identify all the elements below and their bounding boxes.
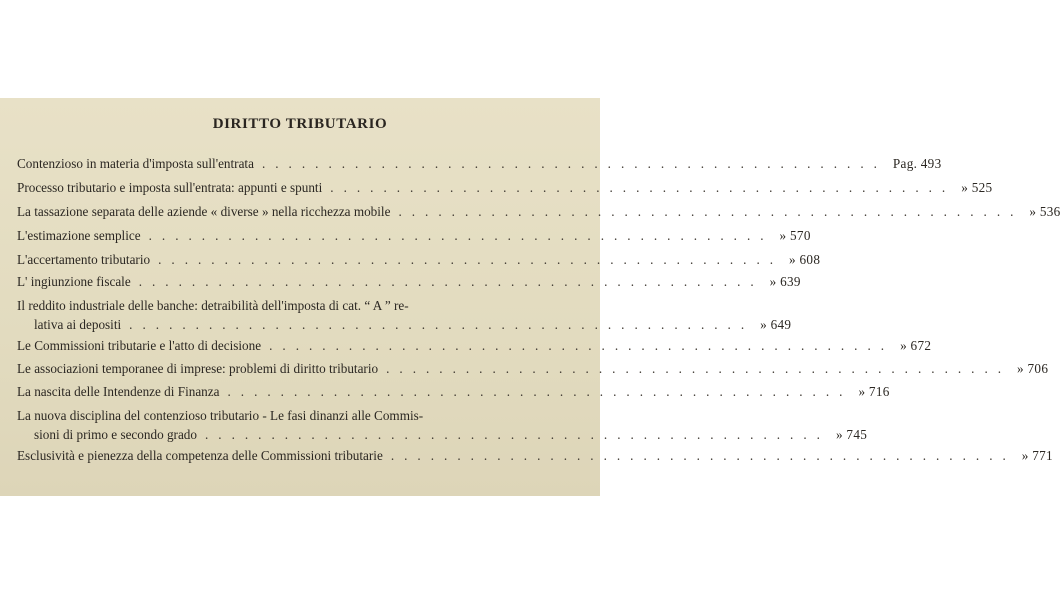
dot-leader: ............................................... (390, 448, 1016, 463)
book-page (0, 98, 1061, 496)
toc-page-number: » 706 (1017, 361, 1049, 376)
toc-entry-title: Le Commissioni tributarie e l'atto di decisione (17, 338, 262, 353)
toc-entry (17, 382, 890, 401)
toc-page-number: » 771 (1021, 448, 1053, 463)
toc-entry-title: L'estimazione semplice (17, 228, 141, 243)
dot-leader: ............................................... (227, 384, 853, 399)
toc-page-number: » 608 (789, 252, 821, 267)
dot-leader: ............................................... (398, 204, 1024, 219)
toc-entry (17, 446, 1053, 465)
toc-entry-title: L'accertamento tributario (17, 252, 151, 267)
toc-entry (17, 336, 932, 355)
section-title: DIRITTO TRIBUTARIO (212, 116, 388, 132)
toc-page-number: » 672 (900, 338, 932, 353)
toc-entry-title: Le associazioni temporanee di imprese: problemi di diritto tributario (17, 361, 379, 376)
toc-page-number: Pag. 493 (892, 156, 942, 171)
dot-leader: ............................................... (330, 180, 956, 195)
dot-leader: ............................................... (204, 427, 830, 442)
toc-entry (17, 250, 821, 269)
toc-page-number: » 525 (961, 180, 993, 195)
toc-page-number: » 649 (760, 317, 792, 332)
toc-page-number: » 570 (779, 228, 811, 243)
dot-leader: ............................................... (148, 228, 774, 243)
toc-page-number: » 639 (769, 274, 801, 289)
toc-entry-title: La nuova disciplina del contenzioso tributario - Le fasi dinanzi alle Commis- (17, 408, 424, 423)
toc-entry (17, 202, 1061, 221)
toc-entry-title: La tassazione separata delle aziende « diverse » nella ricchezza mobile (17, 204, 391, 219)
toc-page-number: » 745 (835, 427, 868, 442)
toc-entry (17, 226, 811, 245)
toc-entry-title: Contenzioso in materia d'imposta sull'entrata (17, 156, 254, 171)
dot-leader: ............................................... (269, 338, 895, 353)
toc-entry-title: Processo tributario e imposta sull'entrata: appunti e spunti (17, 180, 323, 195)
toc-entry (17, 359, 1049, 378)
toc-entry (17, 296, 792, 334)
dot-leader: ............................................... (129, 317, 755, 332)
toc-entry (17, 178, 993, 197)
toc-page-number: » 536 (1029, 204, 1061, 219)
toc-entry-title: La nascita delle Intendenze di Finanza (17, 384, 220, 399)
dot-leader: ............................................... (138, 274, 764, 289)
toc-entry (17, 406, 868, 444)
toc-entry-title: Il reddito industriale delle banche: detraibilità dell'imposta di cat. “ A ” re- (17, 298, 409, 313)
toc-entry-title-continued: sioni di primo e secondo grado (34, 427, 197, 442)
toc-entry-title: Esclusività e pienezza della competenza delle Commissioni tributarie (17, 448, 383, 463)
dot-leader: ............................................... (158, 252, 784, 267)
toc-page-number: » 716 (858, 384, 890, 399)
dot-leader: ............................................... (386, 361, 1012, 376)
toc-entry-title: L' ingiunzione fiscale (17, 274, 131, 289)
toc-entry (17, 272, 801, 291)
toc-entry-title-continued: lativa ai depositi (34, 317, 122, 332)
toc-entry (17, 154, 942, 173)
dot-leader: ............................................... (261, 156, 887, 171)
